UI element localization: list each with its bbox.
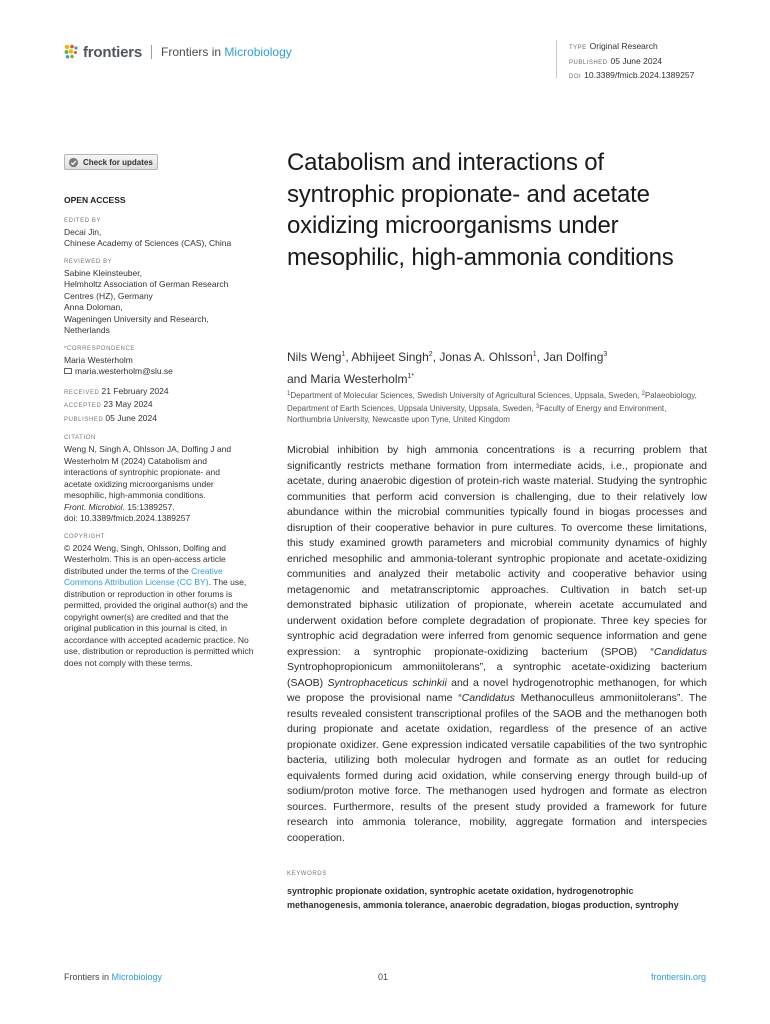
citation-journal-row [64, 502, 254, 514]
author-name-text: Jonas A. Ohlsson [439, 350, 533, 364]
meta-type-value: Original Research [589, 41, 658, 51]
refresh-icon [68, 157, 79, 168]
affiliation-text: Department of Molecular Sciences, Swedish University of Agricultural Sciences, Uppsala, Sweden, [290, 391, 642, 400]
dates-block [64, 386, 254, 427]
correspondence-email-row[interactable] [64, 366, 254, 378]
received-row [64, 386, 254, 400]
journal-name-accent: Microbiology [224, 45, 292, 59]
citation-line: mesophilic, high-ammonia conditions. [64, 490, 206, 500]
author-separator: , [345, 350, 352, 364]
citation-journal: Front. Microbiol. [64, 501, 125, 512]
author-affiliation-sup: 1 [532, 351, 537, 358]
affiliation-sup: 3 [535, 403, 540, 410]
meta-published-key: PUBLISHED [569, 59, 608, 66]
reviewed-by-line: Helmholtz Association of German Research [64, 279, 229, 289]
meta-doi[interactable] [569, 69, 694, 84]
reviewed-by-line: Centres (HZ), Germany [64, 290, 153, 301]
copyright-block [64, 533, 254, 670]
abstract [287, 443, 707, 846]
published-row [64, 413, 254, 427]
reviewed-by-label: REVIEWED BY [64, 258, 113, 265]
reviewed-by-line: Wageningen University and Research, [64, 313, 209, 324]
reviewed-by-line: Sabine Kleinsteuber, [64, 267, 142, 278]
frontiers-logo-icon [63, 44, 79, 60]
correspondence-block [64, 345, 254, 378]
meta-published-value: 05 June 2024 [610, 55, 663, 66]
author-affiliation-sup: 2 [428, 351, 433, 358]
journal-name-prefix: Frontiers in [161, 45, 225, 59]
copyright-text-before: © 2024 Weng, Singh, Ohlsson, Dolfing and Westerholm. This is an open-access article distributed under the terms of the [64, 542, 227, 576]
affiliation-sup: 2 [641, 391, 645, 397]
correspondence-email[interactable]: maria.westerholm@slu.se [75, 366, 173, 376]
author-name-text: Nils Weng [287, 350, 342, 364]
frontiers-logo[interactable] [63, 43, 292, 61]
article-meta [556, 40, 694, 78]
edited-by-line: Chinese Academy of Sciences (CAS), China [64, 238, 232, 248]
affiliation-text: Faculty of Energy and Environment, Northumbria University, Newcastle upon Tyne, United Kingdom [287, 403, 667, 424]
copyright-text-after: . The use, distribution or reproduction in other forums is permitted, provided the original author(s) and the copyright owner(s) are credited and that the original publication in this journal is cited, in accordance with accepted academic practice. No use, distribution or reproduction is permitted which does not comply with these terms. [64, 577, 254, 668]
correspondence-label: *CORRESPONDENCE [64, 345, 136, 352]
abstract-text: Syntrophopropionicum ammoniitolerans”, a syntrophic acetate-oxidizing bacterium (SAOB) [287, 661, 707, 689]
author-name[interactable] [287, 372, 414, 386]
citation-line: Westerholm M (2024) Catabolism and [64, 455, 207, 466]
accepted-row [64, 399, 254, 413]
author-name[interactable] [287, 350, 345, 364]
correspondence-name: Maria Westerholm [64, 354, 133, 365]
author-affiliation-sup: 3 [603, 351, 608, 358]
author-list [287, 345, 707, 389]
reviewed-by-block [64, 258, 254, 337]
footer-journal-accent: Microbiology [111, 972, 163, 982]
published-key: PUBLISHED [64, 416, 104, 423]
abstract-text: Microbial inhibition by high ammonia concentrations is a recurring problem that significantly restricts methane formation from intermediate acids, i.e., propionate and acetate, during anaerobic digestion of protein-rich waste material. Studying the syntrophic communities that perform acid conversion is challenging, due to their relatively low abundance within the microbial communities typically found in biogas processes and disruption of their cooperative behavior in pure cultures. To overcome these limitations, this study examined growth parameters and microbial community dynamics of highly enriched mesophilic and ammonia-tolerant syntrophic propionate and acetate-oxidizing communities and analyzed their metabolic activity and cooperative behavior using metagenomic and metatranscriptomic approaches. Cultivation in batch set-up demonstrated biphasic utilization of propionate, wherein acetate accumulated and underwent oxidation before complete degradation of propionate. Three key species for syntrophic acid degradation were inferred from genomic sequence information and gene expression: a syntrophic propionate-oxidizing bacterium (SPOB) “ [287, 444, 707, 658]
affiliation-text: Palaeobiology, Department of Earth Sciences, Uppsala University, Uppsala, Sweden, [287, 391, 697, 413]
published-value: 05 June 2024 [105, 412, 157, 423]
affiliations [287, 389, 697, 426]
footer-site-link[interactable]: frontiersin.org [650, 972, 706, 982]
edited-by-label: EDITED BY [64, 217, 102, 224]
citation-line: interactions of syntrophic propionate- and [64, 467, 220, 477]
abstract-italic: Syntrophaceticus schinkii [327, 676, 447, 689]
abstract-text: and a novel hydrogenotrophic methanogen, for which we propose the provisional name “ [287, 676, 708, 704]
citation-volume: 15:1389257. [124, 501, 175, 512]
accepted-value: 23 May 2024 [103, 399, 153, 409]
logo-wordmark: frontiers [83, 43, 143, 61]
meta-doi-key: DOI [569, 74, 582, 80]
edited-by-block [64, 217, 254, 250]
keywords-label: KEYWORDS [287, 871, 327, 877]
citation-doi[interactable]: doi: 10.3389/fmicb.2024.1389257 [64, 513, 191, 523]
mail-icon [64, 368, 72, 374]
meta-type-key: TYPE [569, 45, 587, 51]
meta-doi-value[interactable]: 10.3389/fmicb.2024.1389257 [584, 70, 695, 80]
author-name[interactable] [543, 350, 607, 364]
meta-type [569, 40, 694, 55]
citation-block [64, 434, 254, 525]
cc-by-license-link[interactable]: Creative Commons Attribution License (CC BY) [64, 565, 223, 587]
received-value: 21 February 2024 [101, 385, 169, 396]
copyright-text [64, 543, 254, 670]
accepted-key: ACCEPTED [64, 403, 102, 409]
author-name[interactable] [351, 350, 432, 364]
citation-line: acetate oxidizing microorganisms under [64, 478, 214, 489]
edited-by-line: Decai Jin, [64, 226, 102, 237]
author-name-text: and Maria Westerholm [287, 372, 408, 386]
citation-label: CITATION [64, 435, 96, 441]
copyright-label: COPYRIGHT [64, 533, 106, 540]
author-separator: , [432, 350, 440, 364]
abstract-text: Methanoculleus ammoniitolerans”. The results revealed consistent transcriptional profiles of the SAOB and the methanogen both during propionate and acetate oxidation, regardless of the presence of an active propionate oxidizer. Gene expression indicated versatile capabilities of the two syntrophic bacteria, utilizing both molecular hydrogen and formate as an outlet for reducing equivalents formed during acid oxidation, while conserving energy through build-up of sodium/proton motive force. The methanogen used hydrogen and formate as electron sources. Furthermore, results of the present study provided a framework for future research into ammonia tolerance, mobility, aggregate formation and interspecies cooperation. [287, 692, 707, 844]
received-key: RECEIVED [64, 389, 100, 396]
logo-divider [151, 45, 152, 59]
author-separator: , [536, 350, 544, 364]
sidebar [64, 195, 254, 677]
footer-journal[interactable] [64, 972, 162, 982]
footer-journal-prefix: Frontiers in [64, 972, 112, 982]
affiliation-sup: 1 [287, 391, 291, 397]
meta-published [569, 55, 694, 70]
check-for-updates-button[interactable] [64, 154, 158, 170]
author-name[interactable] [439, 350, 536, 364]
reviewed-by-line: Anna Doloman, [64, 302, 123, 312]
abstract-italic: Candidatus [653, 645, 707, 658]
page-number: 01 [378, 972, 389, 982]
keywords: syntrophic propionate oxidation, syntrophic acetate oxidation, hydrogenotrophic methanogenesis, ammonia tolerance, anaerobic degradation, biogas production, syntrophy [287, 886, 679, 910]
check-for-updates-label: Check for updates [83, 157, 153, 167]
reviewed-by-line: Netherlands [64, 325, 110, 335]
abstract-italic: Candidatus [461, 692, 515, 704]
open-access-label: OPEN ACCESS [64, 195, 126, 205]
citation-line: Weng N, Singh A, Ohlsson JA, Dolfing J and [64, 444, 232, 454]
author-name-text: Abhijeet Singh [351, 350, 429, 364]
author-name-text: Jan Dolfing [543, 350, 604, 364]
journal-name [161, 45, 292, 59]
article-title: Catabolism and interactions of syntrophic propionate- and acetate oxidizing microorganisms under mesophilic, high-ammonia conditions [287, 149, 674, 271]
author-affiliation-sup: 1* [407, 373, 415, 380]
author-affiliation-sup: 1 [341, 351, 346, 358]
